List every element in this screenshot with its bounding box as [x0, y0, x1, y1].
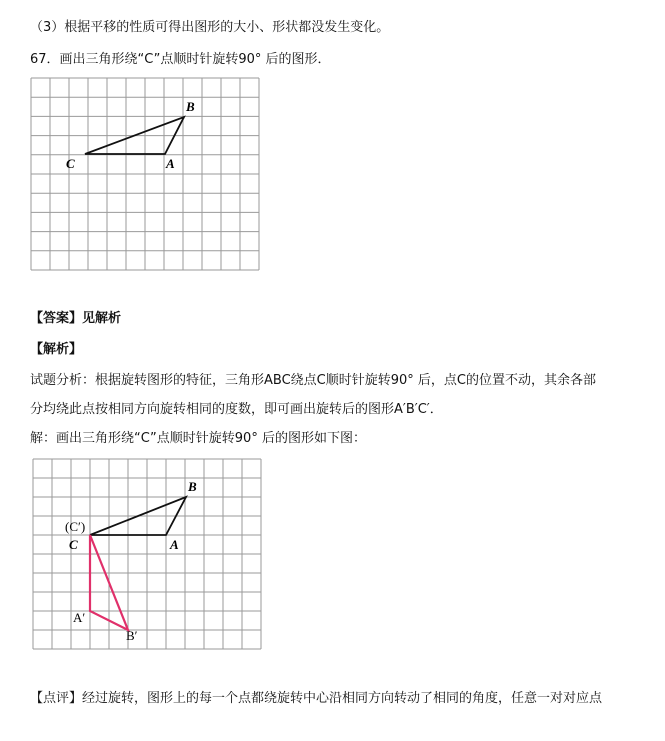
label-b-prime: B′ [126, 628, 138, 643]
label-a: A [170, 537, 179, 552]
grid [33, 459, 261, 649]
figure-original-triangle [31, 78, 259, 270]
label-c: C [69, 537, 78, 552]
label-c-prime: (C′) [65, 519, 86, 534]
analysis-heading: 【解析】 [30, 342, 83, 357]
answer-heading: 【答案】见解析 [30, 311, 122, 326]
grid [31, 78, 259, 270]
label-b: B [188, 479, 197, 494]
question-text: 67．画出三角形绕“C”点顺时针旋转90° 后的图形． [30, 52, 331, 67]
label-c: C [66, 156, 75, 171]
text-line-top: （3）根据平移的性质可得出图形的大小、形状都没发生变化。 [30, 20, 390, 35]
label-b: B [186, 99, 195, 114]
label-a-prime: A′ [73, 610, 86, 625]
analysis-line-1: 试题分析：根据旋转图形的特征，三角形ABC绕点C顺时针旋转90° 后，点C的位置不动，其余各部 [30, 373, 596, 388]
comment-text: 【点评】经过旋转，图形上的每一个点都绕旋转中心沿相同方向转动了相同的角度，任意一对对应点 [30, 691, 603, 706]
figure-rotated-triangle [33, 459, 261, 649]
analysis-line-2: 分均绕此点按相同方向旋转相同的度数，即可画出旋转后的图形A′B′C′． [30, 402, 443, 417]
label-a: A [166, 156, 175, 171]
solution-text: 解：画出三角形绕“C”点顺时针旋转90° 后的图形如下图： [30, 431, 366, 446]
